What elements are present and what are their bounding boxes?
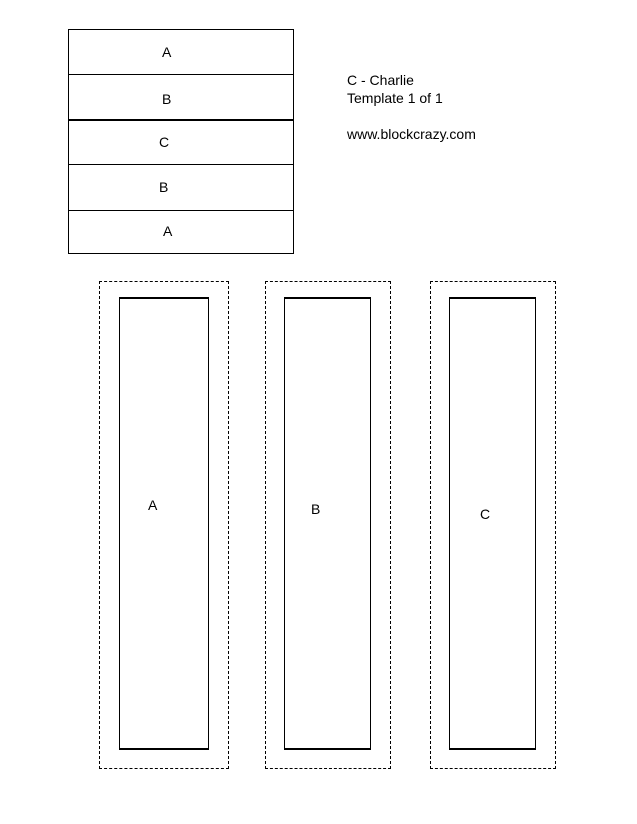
strip-1 [69, 30, 293, 75]
strip-4 [69, 165, 293, 211]
piece-label-c: C [480, 506, 491, 522]
strip-2 [69, 75, 293, 121]
strip-label: A [162, 44, 172, 60]
block-assembly-diagram [68, 29, 294, 254]
template-piece-b [284, 297, 371, 750]
template-piece-a [119, 297, 209, 750]
strip-label: A [163, 223, 173, 239]
website-link[interactable]: www.blockcrazy.com [347, 126, 476, 142]
strip-label: B [162, 91, 172, 107]
piece-label-b: B [311, 501, 321, 517]
strip-5 [69, 211, 293, 254]
strip-label: B [159, 179, 169, 195]
strip-label: C [159, 134, 170, 150]
piece-label-a: A [148, 497, 158, 513]
template-count: Template 1 of 1 [347, 90, 443, 106]
strip-3 [69, 121, 293, 165]
template-piece-c [449, 297, 536, 750]
block-name: C - Charlie [347, 72, 414, 88]
